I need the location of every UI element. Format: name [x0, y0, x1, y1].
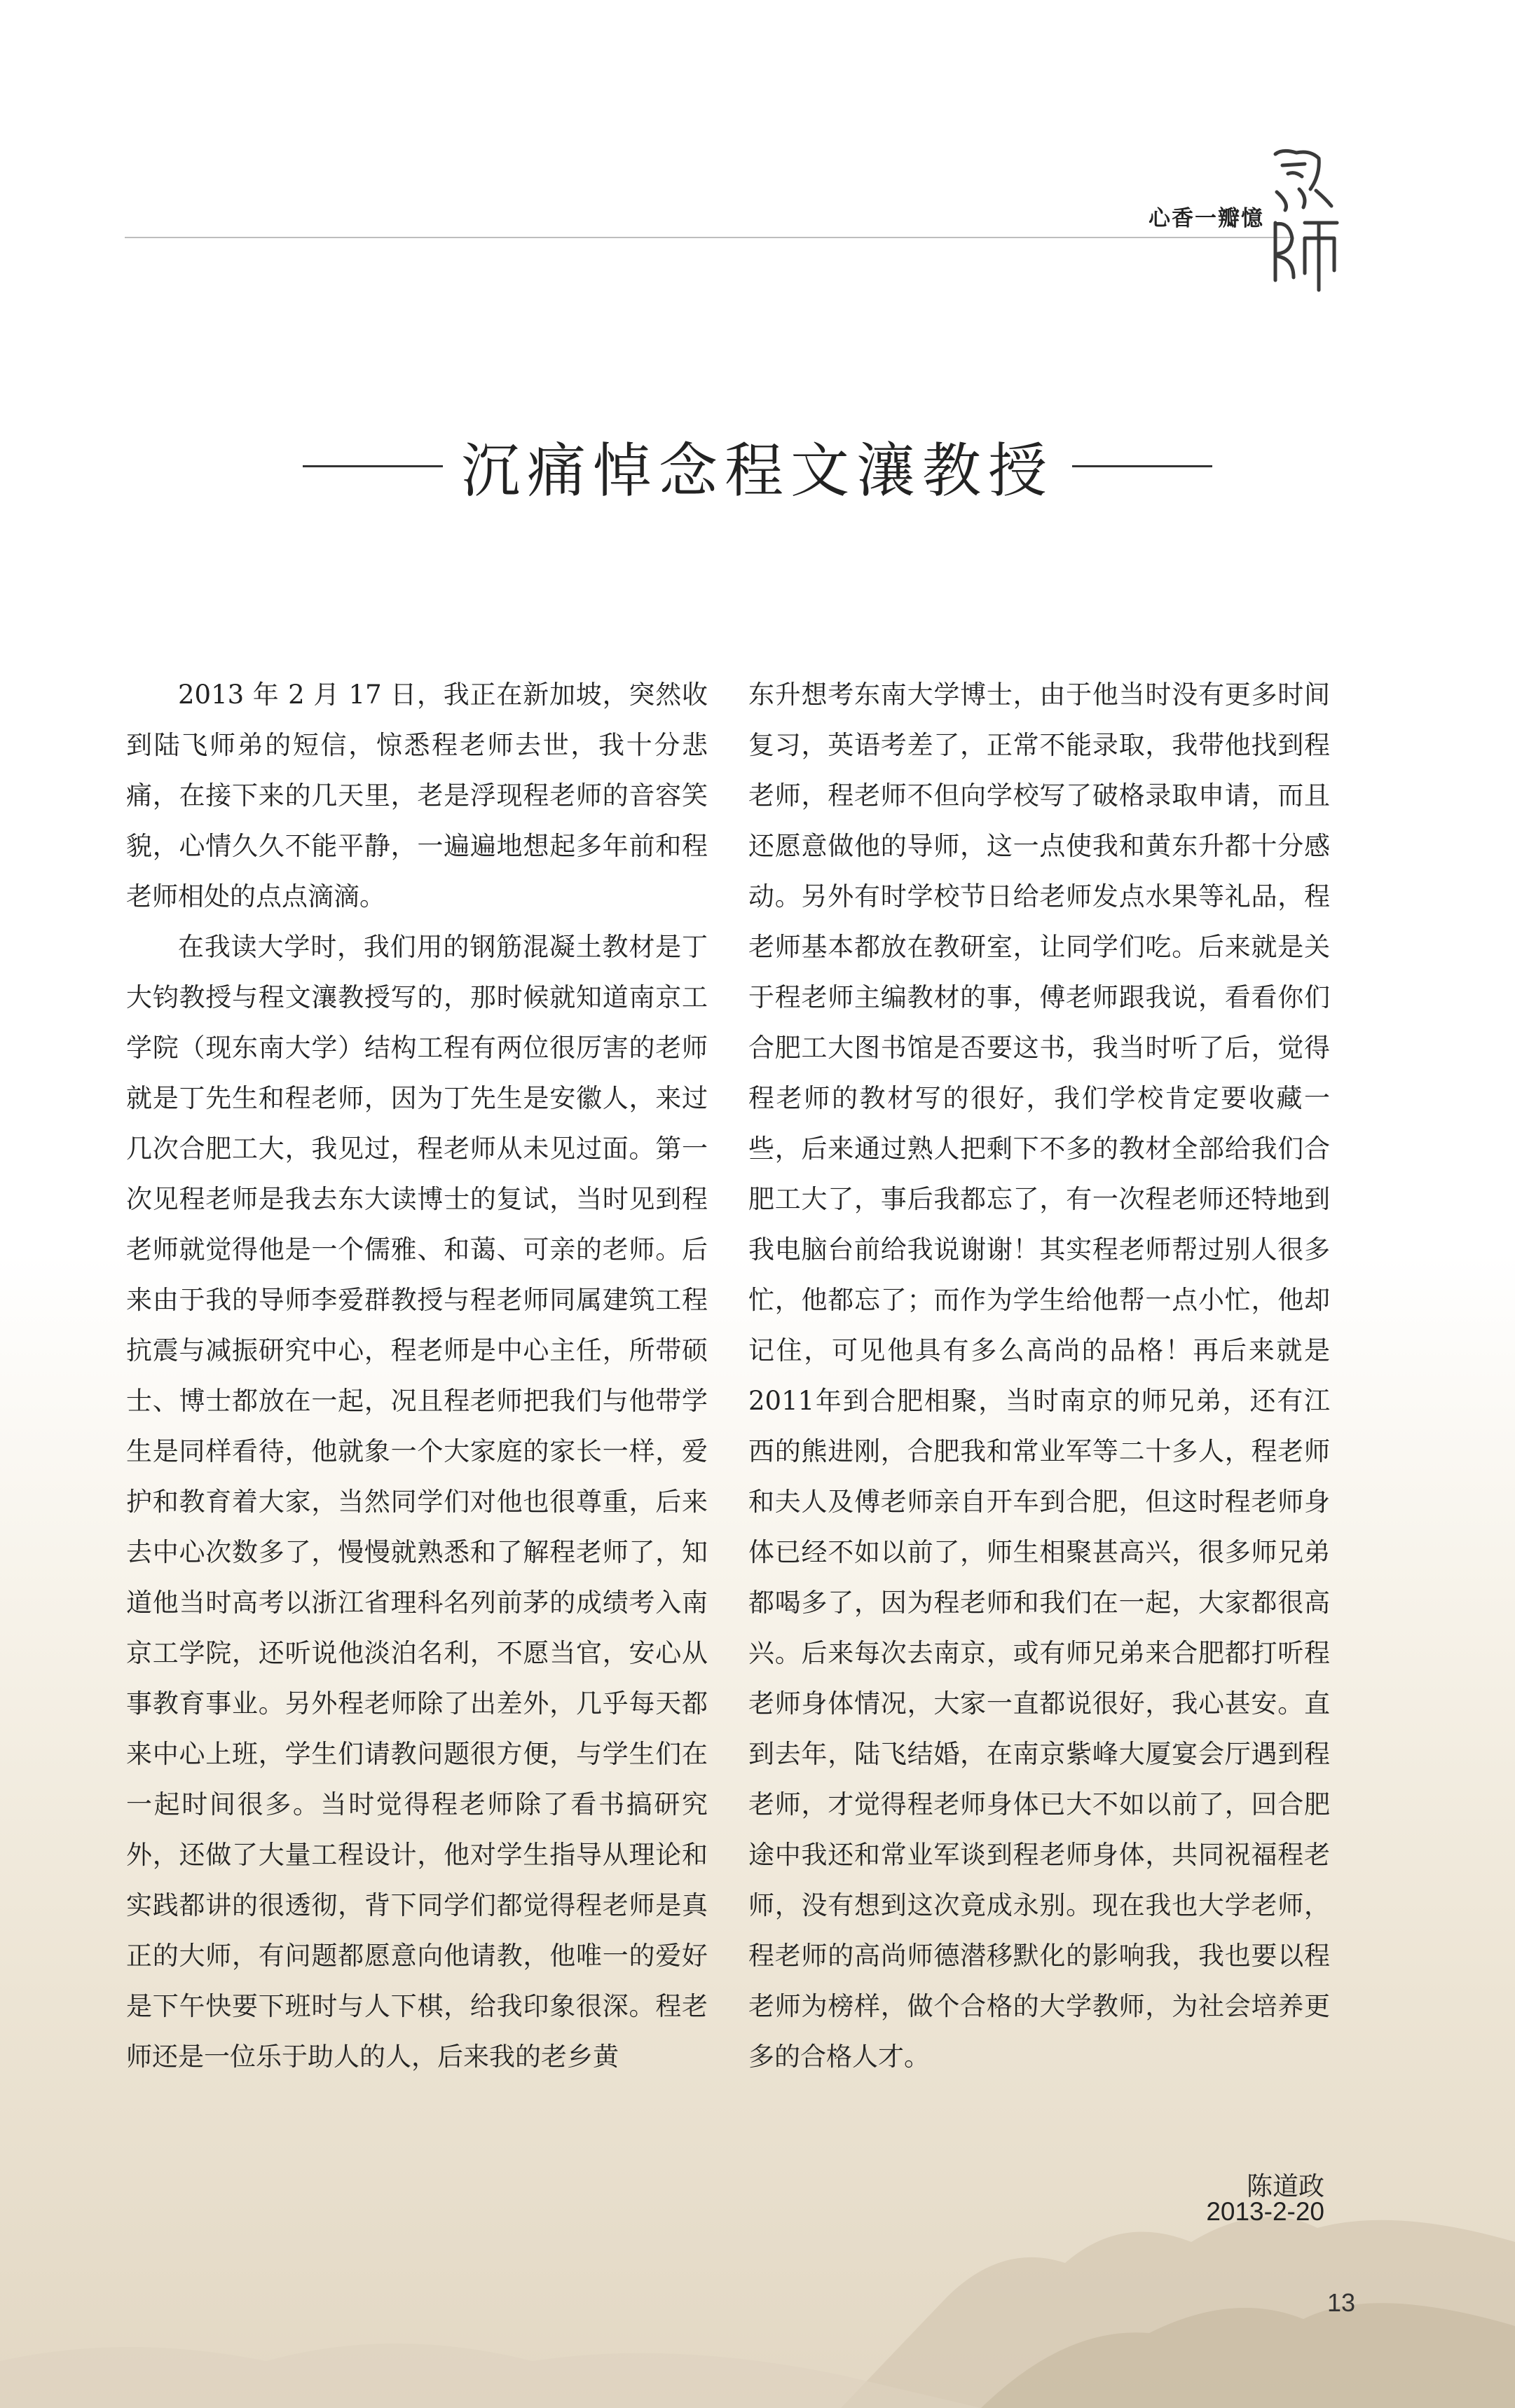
article-column-left: [126, 670, 708, 2082]
title-rule-right: [1072, 465, 1212, 467]
article-title: 沉痛悼念程文瀼教授: [460, 436, 1054, 505]
calligraphy-logo: [1261, 140, 1345, 294]
article-date: 2013-2-20: [1206, 2197, 1324, 2226]
paragraph: 2013 年 2 月 17 日，我正在新加坡，突然收到陆飞师弟的短信，惊悉程老师去世，我十分悲痛，在接下来的几天里，老是浮现程老师的音容笑貌，心情久久不能平静，一遍遍地想起多年前和程老师相处的点点滴滴。: [126, 680, 708, 911]
article-column-right: [748, 670, 1330, 2082]
page-number: 13: [1327, 2288, 1355, 2317]
paragraph: 东升想考东南大学博士，由于他当时没有更多时间复习，英语考差了，正常不能录取，我带他找到程老师，程老师不但向学校写了破格录取申请，而且还愿意做他的导师，这一点使我和黄东升都十分感动。另外有时学校节日给老师发点水果等礼品，程老师基本都放在教研室，让同学们吃。后来就是关于程老师主编教材的事，傅老师跟我说，看看你们合肥工大图书馆是否要这书，我当时听了后，觉得程老师的教材写的很好，我们学校肯定要收藏一些，后来通过熟人把剩下不多的教材全部给我们合肥工大了，事后我都忘了，有一次程老师还特地到我电脑台前给我说谢谢！其实程老师帮过别人很多忙，他都忘了；而作为学生给他帮一点小忙，他却记住，可见他具有多么高尚的品格！再后来就是2011年到合肥相聚，当时南京的师兄弟，还有江西的熊进刚，合肥我和常业军等二十多人，程老师和夫人及傅老师亲自开车到合肥，但这时程老师身体已经不如以前了，师生相聚甚高兴，很多师兄弟都喝多了，因为程老师和我们在一起，大家都很高兴。后来每次去南京，或有师兄弟来合肥都打听程老师身体情况，大家一直都说很好，我心甚安。直到去年，陆飞结婚，在南京紫峰大厦宴会厅遇到程老师，才觉得程老师身体已大不如以前了，回合肥途中我还和常业军谈到程老师身体，共同祝福程老师，没有想到这次竟成永别。现在我也大学老师，程老师的高尚师德潜移默化的影响我，我也要以程老师为榜样，做个合格的大学教师，为社会培养更多的合格人才。: [748, 680, 1330, 2072]
title-rule-left: [303, 465, 443, 467]
section-label: 心香一瓣憶: [1149, 206, 1264, 231]
author-name: 陈道政: [1247, 2172, 1324, 2201]
header-rule: [125, 237, 1291, 238]
article-title-block: [0, 424, 1515, 509]
paragraph: 在我读大学时，我们用的钢筋混凝土教材是丁大钧教授与程文瀼教授写的，那时候就知道南京工学院（现东南大学）结构工程有两位很厉害的老师就是丁先生和程老师，因为丁先生是安徽人，来过几次合肥工大，我见过，程老师从未见过面。第一次见程老师是我去东大读博士的复试，当时见到程老师就觉得他是一个儒雅、和蔼、可亲的老师。后来由于我的导师李爱群教授与程老师同属建筑工程抗震与减振研究中心，程老师是中心主任，所带硕士、博士都放在一起，况且程老师把我们与他带学生是同样看待，他就象一个大家庭的家长一样，爱护和教育着大家，当然同学们对他也很尊重，后来去中心次数多了，慢慢就熟悉和了解程老师了，知道他当时高考以浙江省理科名列前茅的成绩考入南京工学院，还听说他淡泊名利，不愿当官，安心从事教育事业。另外程老师除了出差外，几乎每天都来中心上班，学生们请教问题很方便，与学生们在一起时间很多。当时觉得程老师除了看书搞研究外，还做了大量工程设计，他对学生指导从理论和实践都讲的很透彻，背下同学们都觉得程老师是真正的大师，有问题都愿意向他请教，他唯一的爱好是下午快要下班时与人下棋，给我印象很深。程老师还是一位乐于助人的人，后来我的老乡黄: [126, 932, 708, 2072]
